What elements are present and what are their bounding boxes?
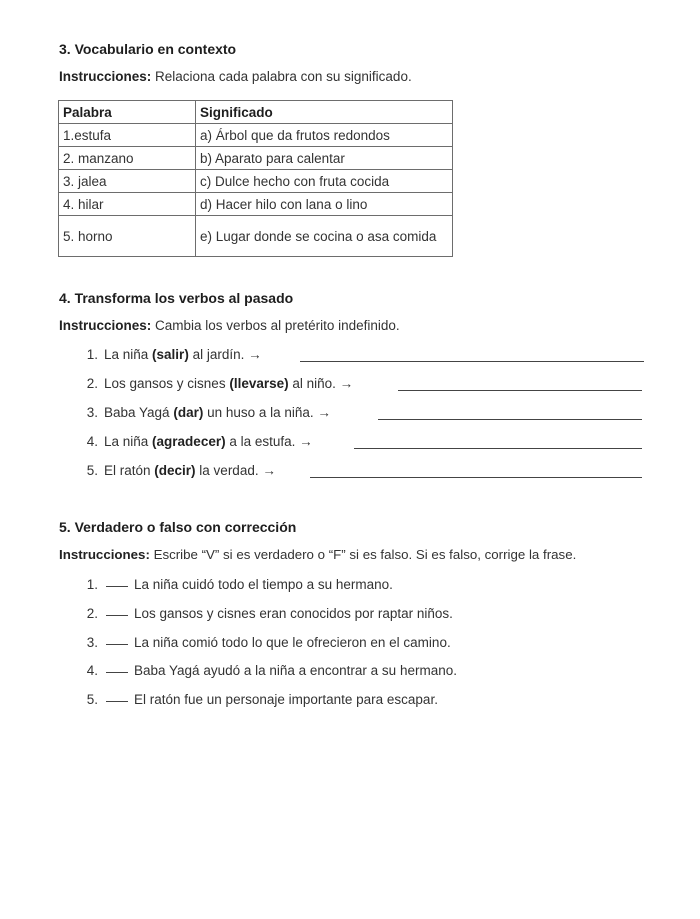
item-number: 4. (86, 434, 98, 449)
table-cell-meaning: e) Lugar donde se cocina o asa comida (196, 216, 453, 257)
item-body (106, 635, 451, 650)
answer-line[interactable] (378, 419, 642, 420)
item-number: 4. (86, 663, 98, 678)
table-row (59, 216, 453, 257)
column-header-palabra: Palabra (59, 101, 196, 124)
answer-line[interactable] (398, 390, 642, 391)
item-body (106, 692, 438, 707)
item-text (104, 376, 353, 391)
true-false-item (80, 635, 451, 650)
section4-title: 4. Transforma los verbos al pasado (59, 290, 294, 306)
item-text: Baba Yagá ayudó a la niña a encontrar a su hermano. (134, 663, 457, 678)
item-number: 1. (86, 347, 98, 362)
item-body (106, 606, 453, 621)
item-verb: (dar) (173, 405, 204, 420)
item-pre: La niña (104, 434, 153, 449)
item-verb: (llevarse) (229, 376, 289, 391)
item-body (106, 663, 457, 678)
item-text: Los gansos y cisnes eran conocidos por raptar niños. (134, 606, 453, 621)
answer-line[interactable] (354, 448, 642, 449)
item-text (104, 405, 331, 420)
section3-instructions (59, 69, 412, 84)
instructions-text: Cambia los verbos al pretérito indefinido. (151, 318, 400, 333)
item-post: la verdad. → (195, 463, 276, 478)
item-post: un huso a la niña. → (203, 405, 331, 420)
answer-blank[interactable] (106, 644, 128, 645)
item-text: El ratón fue un personaje importante para escapar. (134, 692, 438, 707)
section4-instructions (59, 318, 400, 333)
item-text (104, 347, 262, 362)
answer-line[interactable] (300, 361, 644, 362)
item-post: a la estufa. → (225, 434, 313, 449)
item-number: 3. (86, 635, 98, 650)
instructions-label: Instrucciones: (59, 69, 152, 84)
item-pre: Baba Yagá (104, 405, 174, 420)
item-number: 3. (86, 405, 98, 420)
item-number: 2. (86, 606, 98, 621)
instructions-text: Relaciona cada palabra con su significado. (151, 69, 412, 84)
verb-item (80, 347, 262, 362)
table-cell-word: 2. manzano (59, 147, 196, 170)
item-number: 2. (86, 376, 98, 391)
item-pre: La niña (104, 347, 153, 362)
table-cell-meaning: a) Árbol que da frutos redondos (196, 124, 453, 147)
item-text (104, 434, 313, 449)
table-cell-meaning: c) Dulce hecho con fruta cocida (196, 170, 453, 193)
instructions-label: Instrucciones: (59, 318, 152, 333)
item-text: La niña comió todo lo que le ofrecieron en el camino. (134, 635, 451, 650)
item-post: al niño. → (288, 376, 354, 391)
item-text: La niña cuidó todo el tiempo a su hermano. (134, 577, 393, 592)
section3-title: 3. Vocabulario en contexto (59, 41, 237, 57)
section5-title: 5. Verdadero o falso con corrección (59, 519, 297, 535)
table-cell-word: 4. hilar (59, 193, 196, 216)
true-false-item (80, 577, 393, 592)
true-false-item (80, 692, 438, 707)
table-row (59, 147, 453, 170)
true-false-item (80, 606, 453, 621)
table-cell-meaning: b) Aparato para calentar (196, 147, 453, 170)
table-row (59, 170, 453, 193)
verb-item (80, 405, 331, 420)
column-header-significado: Significado (196, 101, 453, 124)
verb-item (80, 376, 353, 391)
table-cell-word: 5. horno (59, 216, 196, 257)
item-number: 5. (86, 463, 98, 478)
item-verb: (decir) (154, 463, 196, 478)
item-post: al jardín. → (188, 347, 262, 362)
answer-blank[interactable] (106, 701, 128, 702)
table-header-row (59, 101, 453, 124)
table-cell-word: 3. jalea (59, 170, 196, 193)
table-cell-word: 1.estufa (59, 124, 196, 147)
verb-item (80, 463, 276, 478)
item-pre: El ratón (104, 463, 155, 478)
item-text (104, 463, 276, 478)
verb-item (80, 434, 313, 449)
answer-line[interactable] (310, 477, 642, 478)
table-cell-meaning: d) Hacer hilo con lana o lino (196, 193, 453, 216)
instructions-label: Instrucciones: (59, 547, 150, 562)
answer-blank[interactable] (106, 615, 128, 616)
answer-blank[interactable] (106, 586, 128, 587)
instructions-text: Escribe “V” si es verdadero o “F” si es falso. Si es falso, corrige la frase. (149, 547, 577, 562)
item-number: 1. (86, 577, 98, 592)
item-verb: (agradecer) (152, 434, 226, 449)
table-row (59, 124, 453, 147)
item-pre: Los gansos y cisnes (104, 376, 230, 391)
table-row (59, 193, 453, 216)
item-verb: (salir) (152, 347, 189, 362)
vocabulary-table (58, 100, 453, 257)
true-false-item (80, 663, 457, 678)
item-body (106, 577, 393, 592)
section5-instructions (59, 547, 576, 562)
answer-blank[interactable] (106, 672, 128, 673)
item-number: 5. (86, 692, 98, 707)
